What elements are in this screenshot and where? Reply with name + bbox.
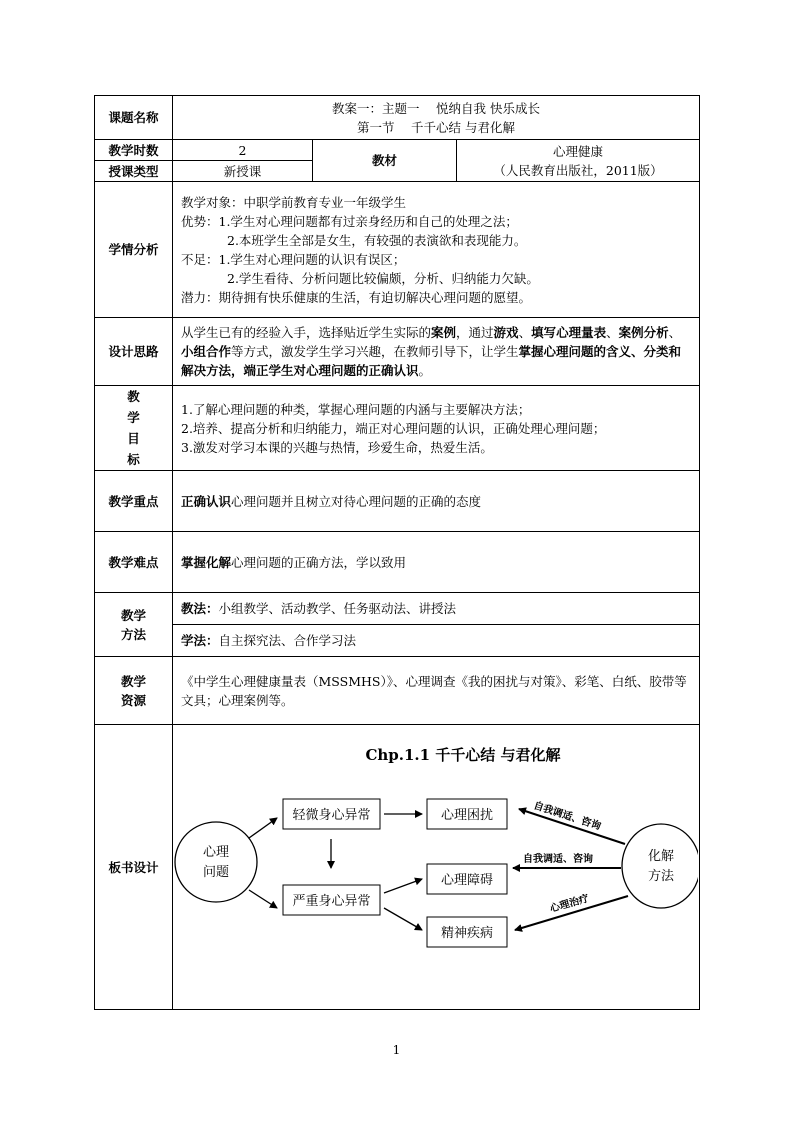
design-text: 、 <box>518 325 532 340</box>
objectives-label <box>95 386 173 471</box>
objective-item: 1.了解心理问题的种类，掌握心理问题的内涵与主要解决方法； <box>181 401 531 417</box>
course-type-value: 新授课 <box>173 161 313 182</box>
key-point-content <box>173 471 700 532</box>
difficulty-label: 教学难点 <box>95 532 173 593</box>
learner-line: 不足：1.学生对心理问题的认识有误区； <box>181 251 406 267</box>
learner-line: 潜力：期待拥有快乐健康的生活，有迫切解决心理问题的愿望。 <box>181 289 532 305</box>
design-emphasis: 小组合作 <box>181 344 232 359</box>
textbook-value <box>457 140 700 182</box>
board-design-cell <box>173 725 700 1010</box>
textbook-name: 心理健康 <box>553 143 604 159</box>
learning-methods <box>173 625 700 657</box>
difficulty-bold: 掌握化解 <box>181 554 232 570</box>
design-text: 、 <box>668 325 682 340</box>
objective-item: 3.激发对学习本课的兴趣与热情，珍爱生命，热爱生活。 <box>181 439 493 455</box>
design-text: 、 <box>606 325 619 340</box>
design-text: 从学生已有的经验入手，选择贴近学生实际的 <box>181 325 432 340</box>
key-point-bold: 正确认识 <box>181 493 232 509</box>
arrow-problem-mild <box>249 818 277 838</box>
solution-circle-text: 方法 <box>647 868 675 884</box>
problem-circle <box>175 822 257 902</box>
board-diagram-svg <box>173 730 698 1005</box>
learner-line: 优势：1.学生对心理问题都有过亲身经历和自己的处理之法； <box>181 213 518 229</box>
board-diagram <box>173 730 699 1005</box>
learner-analysis-label: 学情分析 <box>95 182 173 318</box>
arrow1-label: 自我调适、咨询 <box>532 799 603 832</box>
key-point-label: 教学重点 <box>95 471 173 532</box>
lesson-title-line1: 教案一：主题一 悦纳自我 快乐成长 <box>332 100 540 116</box>
board-title: Chp.1.1 千千心结 与君化解 <box>365 745 561 764</box>
lesson-title <box>173 96 700 140</box>
title-label: 课题名称 <box>95 96 173 140</box>
learner-line: 2.学生看待、分析问题比较偏颇，分析、归纳能力欠缺。 <box>227 270 539 286</box>
design-emphasis: 游戏 <box>493 325 519 340</box>
design-emphasis: 案例分析 <box>618 325 669 340</box>
hours-value: 2 <box>173 140 313 161</box>
textbook-label: 教材 <box>313 140 457 182</box>
learning-methods-text: 自主探究法、合作学习法 <box>218 633 357 648</box>
lesson-title-line2: 第一节 千千心结 与君化解 <box>357 119 515 135</box>
objectives-label-char: 教 <box>127 389 140 404</box>
solution-circle-text: 化解 <box>647 848 675 864</box>
design-label: 设计思路 <box>95 318 173 386</box>
teaching-methods-label: 教法： <box>181 601 219 616</box>
design-text: ，通过 <box>456 325 494 340</box>
disorder-text: 心理障碍 <box>440 872 494 888</box>
trouble-text: 心理困扰 <box>440 807 494 823</box>
problem-circle-text: 问题 <box>202 864 230 880</box>
key-point-text: 心理问题并且树立对待心理问题的正确的态度 <box>231 493 482 509</box>
problem-circle-text: 心理 <box>202 844 230 860</box>
textbook-publisher: （人民教育出版社，2011版） <box>493 162 663 178</box>
design-content <box>173 318 700 386</box>
methods-label-line: 教学 <box>120 607 146 623</box>
severe-text: 严重身心异常 <box>292 893 371 909</box>
design-text: 等方式，激发学生学习兴趣，在教师引导下，让学生 <box>231 344 519 359</box>
arrow-severe-disorder <box>384 879 422 893</box>
methods-label-line: 方法 <box>120 626 146 642</box>
arrow-problem-severe <box>249 890 277 908</box>
design-emphasis: 掌握心理问题的含义、分类和解决方法，端正学生对心理问题的正确认识 <box>181 344 682 378</box>
design-emphasis: 案例 <box>431 325 457 340</box>
objectives-label-char: 标 <box>127 452 140 467</box>
design-text: 。 <box>418 363 432 378</box>
design-emphasis: 填写心理量表 <box>531 325 607 340</box>
difficulty-content <box>173 532 700 593</box>
learning-methods-label: 学法： <box>181 633 219 648</box>
resources-label <box>95 657 173 725</box>
learner-analysis-content <box>173 182 700 318</box>
objectives-label-char: 学 <box>127 410 140 425</box>
arrow3-label: 心理治疗 <box>548 892 591 915</box>
disease-text: 精神疾病 <box>440 925 494 941</box>
learner-line: 2.本班学生全部是女生，有较强的表演欲和表现能力。 <box>227 232 527 248</box>
teaching-methods <box>173 593 700 625</box>
resources-content: 《中学生心理健康量表（MSSMHS）》、心理调查《我的困扰与对策》、彩笔、白纸、胶带等文具；心理案例等。 <box>173 657 700 725</box>
resources-label-line: 资源 <box>120 692 146 708</box>
lesson-plan-table <box>94 95 700 1010</box>
difficulty-text: 心理问题的正确方法，学以致用 <box>231 554 407 570</box>
methods-label <box>95 593 173 657</box>
page-number: 1 <box>392 1043 401 1057</box>
learner-line: 教学对象：中职学前教育专业一年级学生 <box>181 194 407 210</box>
objective-item: 2.培养、提高分析和归纳能力，端正对心理问题的认识，正确处理心理问题； <box>181 420 606 436</box>
arrow2-label: 自我调适、咨询 <box>523 853 593 865</box>
objectives-content <box>173 386 700 471</box>
solution-circle <box>622 824 698 908</box>
objectives-label-char: 目 <box>127 431 140 446</box>
course-type-label: 授课类型 <box>95 161 173 182</box>
hours-label: 教学时数 <box>95 140 173 161</box>
resources-label-line: 教学 <box>120 673 146 689</box>
arrow-severe-disease <box>384 908 422 930</box>
teaching-methods-text: 小组教学、活动教学、任务驱动法、讲授法 <box>218 601 457 616</box>
board-design-label: 板书设计 <box>95 725 173 1010</box>
mild-text: 轻微身心异常 <box>292 807 371 823</box>
